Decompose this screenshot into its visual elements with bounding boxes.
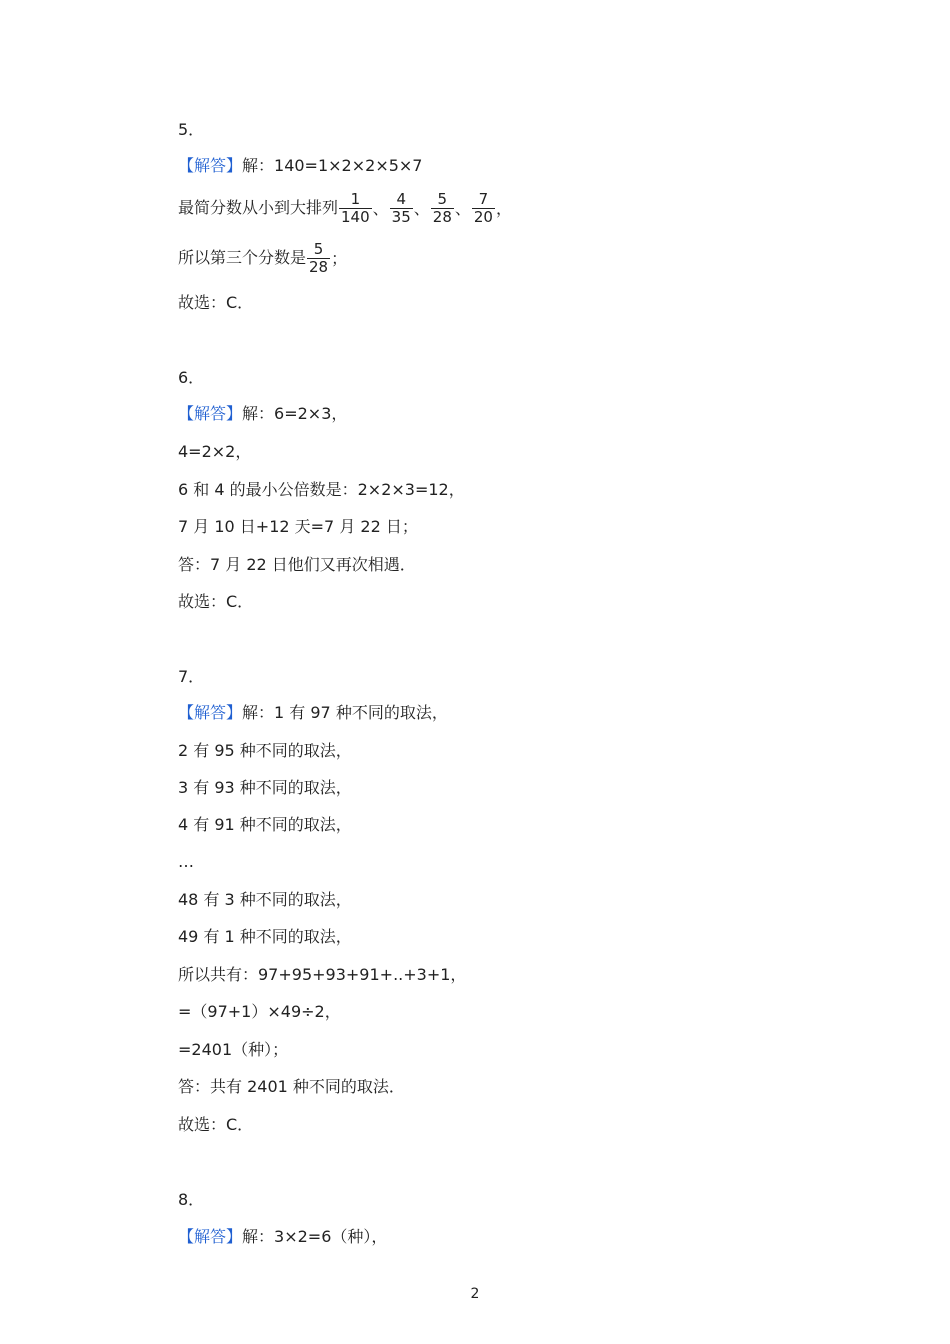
text-line: 答：7 月 22 日他们又再次相遇． <box>178 555 416 574</box>
fraction: $\frac{5}{28}$ <box>432 190 452 226</box>
text-line: 4 有 91 种不同的取法， <box>178 815 352 834</box>
problem-6-answer-line <box>178 404 347 424</box>
problem-5-number: 5． <box>178 120 205 139</box>
text-line: 解：140=1×2×2×5×7 <box>242 156 423 175</box>
fraction: $\frac{7}{20}$ <box>473 190 493 226</box>
problem-5-choice: 故选：C． <box>178 293 254 312</box>
problem-8-number: 8． <box>178 1190 205 1209</box>
text-line: 所以第三个分数是 <box>178 248 307 267</box>
problem-5-answer-line <box>178 156 423 176</box>
problem-6-choice: 故选：C． <box>178 592 254 611</box>
page-number: 2 <box>470 1286 480 1302</box>
fraction: $\frac{1}{140}$ <box>341 190 370 226</box>
text-line: =（97+1）×49÷2， <box>178 1002 341 1021</box>
text-line: 6 和 4 的最小公倍数是：2×2×3=12， <box>178 480 465 499</box>
problem-5-third-fraction: 所以第三个分数是 $\frac{5}{28}$ ； <box>178 240 348 276</box>
text-line: 48 有 3 种不同的取法， <box>178 890 352 909</box>
problem-6-number: 6． <box>178 368 205 387</box>
fraction: $\frac{4}{35}$ <box>391 190 411 226</box>
answer-tag: 【解答】 <box>178 156 243 175</box>
answer-tag: 【解答】 <box>178 703 243 722</box>
text-line: 解：6=2×3， <box>242 404 348 423</box>
text-line: 最简分数从小到大排列 <box>178 198 339 217</box>
text-line: 2 有 95 种不同的取法， <box>178 741 352 760</box>
text-line: 49 有 1 种不同的取法， <box>178 927 352 946</box>
text-line: 4=2×2， <box>178 442 252 461</box>
text-line: =2401（种）； <box>178 1040 289 1059</box>
answer-tag: 【解答】 <box>178 404 243 423</box>
text-line: 7 月 10 日+12 天=7 月 22 日； <box>178 517 418 536</box>
text-line: 解：3×2=6（种）， <box>242 1227 388 1246</box>
fraction: $\frac{5}{28}$ <box>309 240 329 276</box>
problem-7-answer-line <box>178 703 448 723</box>
answer-tag: 【解答】 <box>178 1227 243 1246</box>
problem-5-sorted-fractions: 最简分数从小到大排列 $\frac{1}{140}$ 、 $\frac{4}{35}$ 、 $\frac{5}{28}$ 、 $\frac{7}{20}$ ， <box>178 190 512 226</box>
problem-8-answer-line <box>178 1227 387 1247</box>
problem-7-choice: 故选：C． <box>178 1115 254 1134</box>
text-line: 解：1 有 97 种不同的取法， <box>242 703 448 722</box>
problem-7-number: 7． <box>178 667 205 686</box>
text-line: 所以共有：97+95+93+91+..+3+1， <box>178 965 467 984</box>
text-line: 3 有 93 种不同的取法， <box>178 778 352 797</box>
text-line: 答：共有 2401 种不同的取法． <box>178 1077 405 1096</box>
text-line: … <box>178 852 194 871</box>
